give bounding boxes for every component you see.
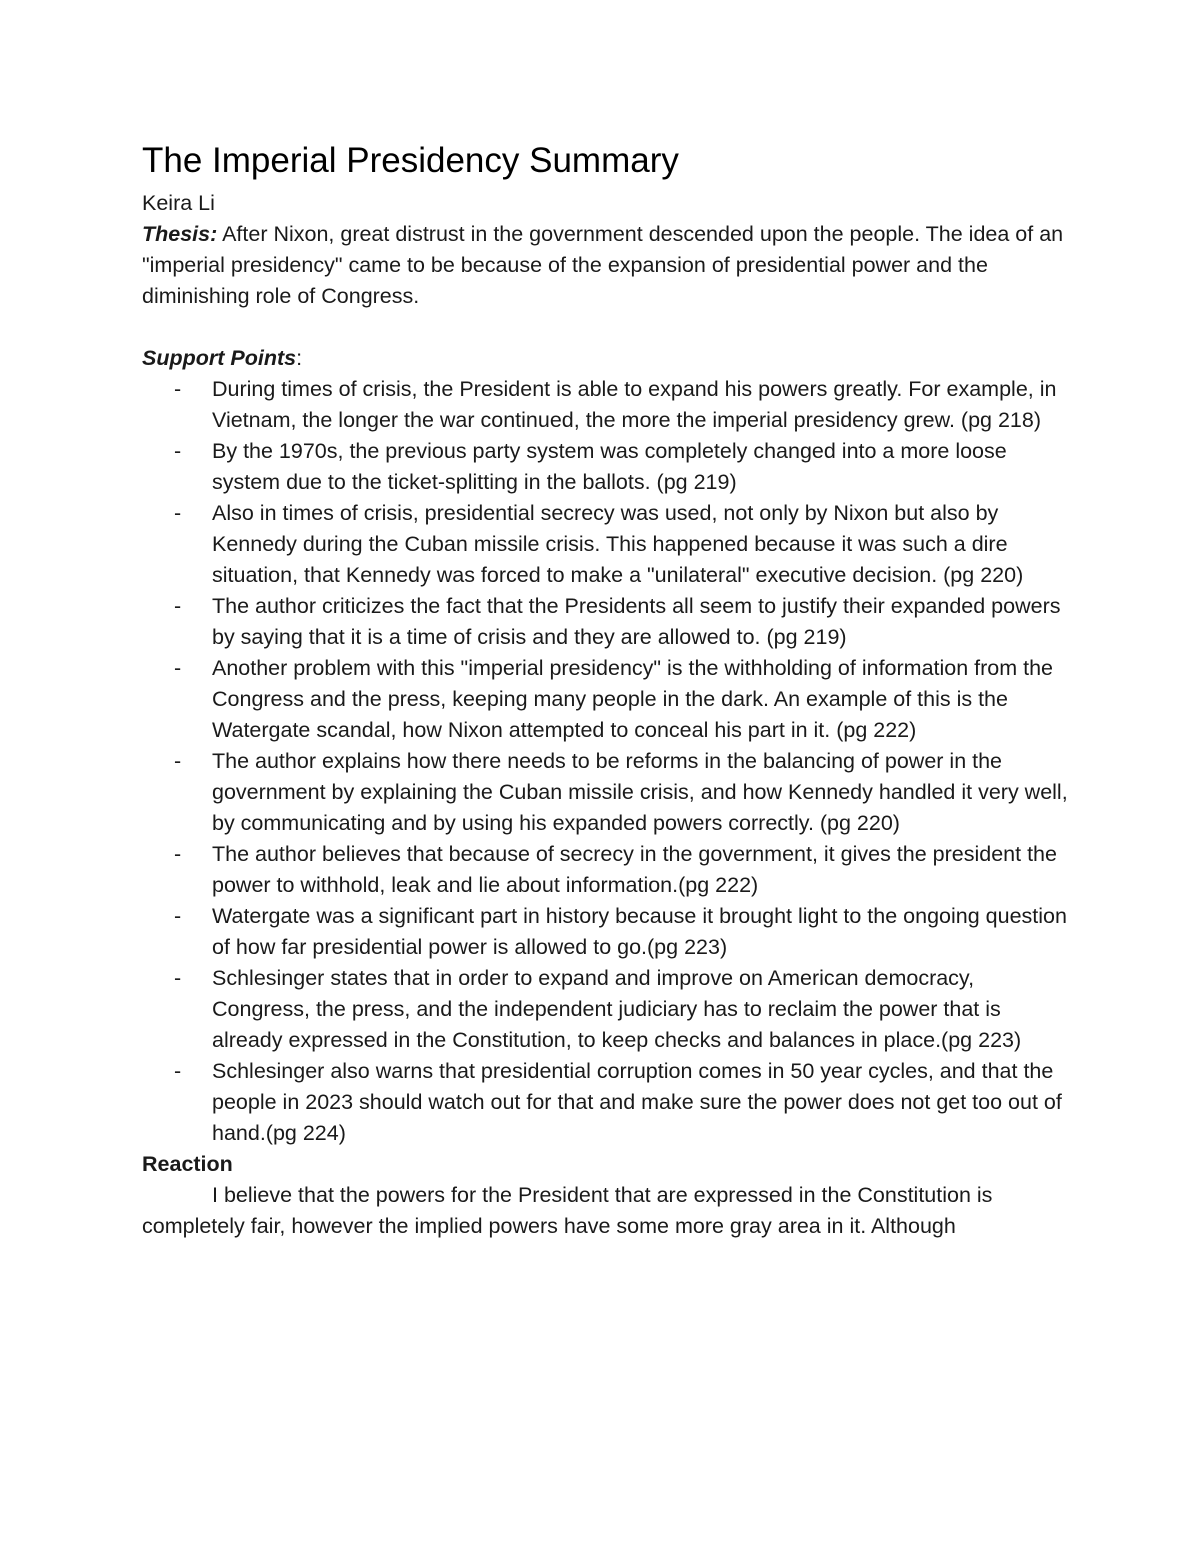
document-title: The Imperial Presidency Summary xyxy=(142,141,679,180)
list-item-text: Also in times of crisis, presidential secrecy was used, not only by Nixon but also by Kennedy during the Cuban missile crisis. This happened because it was such a dire situation, that Kennedy was forced to make a "unilateral" executive decision. (pg 220) xyxy=(212,501,1024,587)
list-item-text: The author believes that because of secrecy in the government, it gives the president the power to withhold, leak and lie about information.(pg 222) xyxy=(212,842,1057,897)
thesis-paragraph xyxy=(142,219,1072,312)
blank-line xyxy=(142,312,1072,343)
list-item xyxy=(142,498,1072,591)
bullet-dash: - xyxy=(174,377,182,401)
reaction-paragraph: I believe that the powers for the President that are expressed in the Constitution is completely fair, however the implied powers have some more gray area in it. Although xyxy=(142,1183,993,1238)
list-item-text: The author criticizes the fact that the Presidents all seem to justify their expanded powers by saying that it is a time of crisis and they are allowed to. (pg 219) xyxy=(212,594,1061,649)
author-name: Keira Li xyxy=(142,191,215,215)
list-item xyxy=(142,653,1072,746)
list-item xyxy=(142,591,1072,653)
bullet-dash: - xyxy=(174,594,182,618)
list-item-text: Watergate was a significant part in history because it brought light to the ongoing question of how far presidential power is allowed to go.(pg 223) xyxy=(212,904,1067,959)
list-item-text: During times of crisis, the President is able to expand his powers greatly. For example, in Vietnam, the longer the war continued, the more the imperial presidency grew. (pg 218) xyxy=(212,377,1057,432)
list-item xyxy=(142,374,1072,436)
list-item-text: By the 1970s, the previous party system was completely changed into a more loose system due to the ticket-splitting in the ballots. (pg 219) xyxy=(212,439,1007,494)
bullet-dash: - xyxy=(174,439,182,463)
list-item xyxy=(142,746,1072,839)
list-item xyxy=(142,963,1072,1056)
bullet-dash: - xyxy=(174,904,182,928)
list-item-text: Schlesinger states that in order to expand and improve on American democracy, Congress, the press, and the independent judiciary has to reclaim the power that is already expressed in the Constitution, to keep checks and balances in place.(pg 223) xyxy=(212,966,1022,1052)
list-item xyxy=(142,1056,1072,1149)
thesis-label: Thesis: xyxy=(142,222,218,246)
support-points-label: Support Points xyxy=(142,346,297,370)
support-points-list xyxy=(142,374,1072,1149)
list-item xyxy=(142,901,1072,963)
list-item-text: Another problem with this "imperial presidency" is the withholding of information from the Congress and the press, keeping many people in the dark. An example of this is the Watergate scandal, how Nixon attempted to conceal his part in it. (pg 222) xyxy=(212,656,1054,742)
list-item-text: The author explains how there needs to be reforms in the balancing of power in the government by explaining the Cuban missile crisis, and how Kennedy handled it very well, by communicating and by using his expanded powers correctly. (pg 220) xyxy=(212,749,1068,835)
bullet-dash: - xyxy=(174,966,182,990)
list-item-text: Schlesinger also warns that presidential corruption comes in 50 year cycles, and that the people in 2023 should watch out for that and make sure the power does not get too out of hand.(pg 224) xyxy=(212,1059,1062,1145)
bullet-dash: - xyxy=(174,1059,182,1083)
thesis-text: After Nixon, great distrust in the government descended upon the people. The idea of an "imperial presidency" came to be because of the expansion of presidential power and the diminishing role of Congress. xyxy=(142,222,1064,308)
document-page xyxy=(142,138,1072,1242)
list-item xyxy=(142,436,1072,498)
support-points-colon: : xyxy=(296,346,303,370)
bullet-dash: - xyxy=(174,749,182,773)
bullet-dash: - xyxy=(174,842,182,866)
bullet-dash: - xyxy=(174,501,182,525)
bullet-dash: - xyxy=(174,656,182,680)
list-item xyxy=(142,839,1072,901)
reaction-heading: Reaction xyxy=(142,1152,233,1176)
support-points-heading xyxy=(142,343,1072,374)
